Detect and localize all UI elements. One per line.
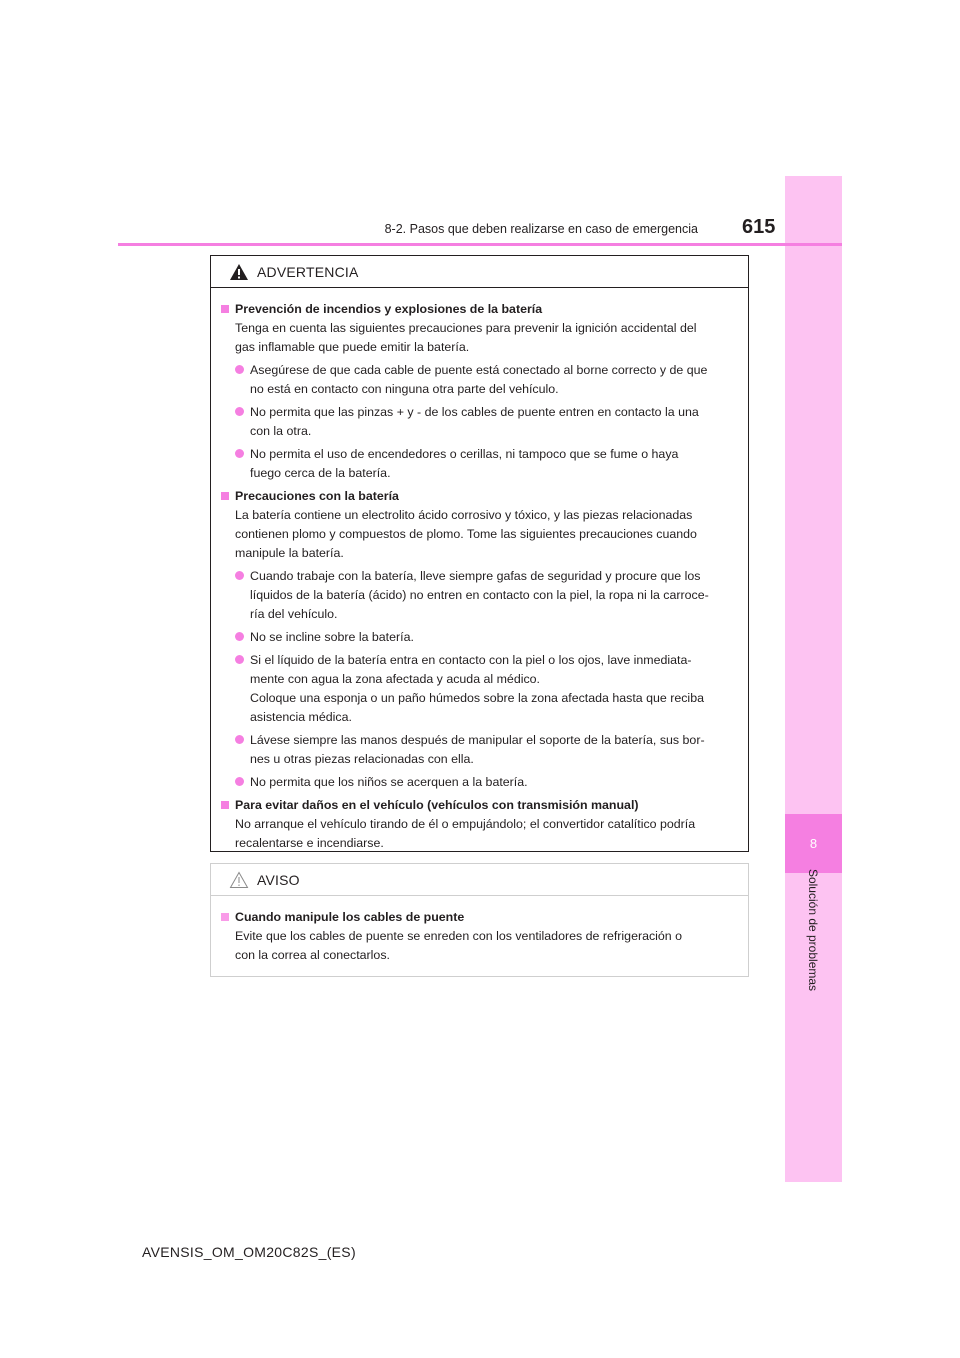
list-item [219,403,742,441]
list-item-line: no está en contacto con ninguna otra parte del vehículo. [250,382,559,396]
section-heading [219,487,742,506]
list-item [219,361,742,399]
list-item-line: No permita que las pinzas + y - de los cables de puente entren en contacto la una [250,405,699,419]
circle-bullet-icon [235,655,244,664]
paragraph-line: Tenga en cuenta las siguientes precauciones para prevenir la ignición accidental del [235,321,697,335]
list-item [219,651,742,727]
list-item [219,628,742,647]
circle-bullet-icon [235,449,244,458]
warning-content [211,288,748,853]
notice-content [211,896,748,965]
section-paragraph [219,319,742,357]
list-item-line: asistencia médica. [250,710,352,724]
paragraph-line: manipule la batería. [235,546,344,560]
warning-triangle-icon [229,263,249,281]
warning-title: ADVERTENCIA [257,263,359,280]
square-bullet-icon [221,492,229,500]
section-heading-text: Para evitar daños en el vehículo (vehículos con transmisión manual) [235,798,639,812]
list-item-text [250,361,742,399]
list-item-line: mente con agua la zona afectada y acuda al médico. [250,672,540,686]
list-item [219,773,742,792]
list-item-text [250,403,742,441]
paragraph-line: gas inflamable que puede emitir la batería. [235,340,470,354]
list-item-line: Coloque una esponja o un paño húmedos sobre la zona afectada hasta que reciba [250,691,704,705]
square-bullet-icon [221,801,229,809]
section-heading [219,796,742,815]
list-item-text [250,628,742,647]
header-section-title: 8-2. Pasos que deben realizarse en caso de emergencia [384,222,698,236]
list-item-text [250,445,742,483]
list-item-line: Asegúrese de que cada cable de puente está conectado al borne correcto y de que [250,363,708,377]
page-number: 615 [742,216,776,238]
list-item-line: No permita que los niños se acerquen a la batería. [250,775,528,789]
section-heading-text: Cuando manipule los cables de puente [235,910,465,924]
caution-triangle-icon [229,871,249,889]
list-item [219,445,742,483]
circle-bullet-icon [235,632,244,641]
warning-box [210,255,749,852]
list-item-line: Si el líquido de la batería entra en contacto con la piel o los ojos, lave inmediata- [250,653,692,667]
section-heading [219,300,742,319]
header-rule [118,243,842,246]
section-heading-text: Precauciones con la batería [235,489,399,503]
list-item-line: No permita el uso de encendedores o cerillas, ni tampoco que se fume o haya [250,447,679,461]
list-item-line: ría del vehículo. [250,607,338,621]
circle-bullet-icon [235,735,244,744]
list-item-line: No se incline sobre la batería. [250,630,414,644]
circle-bullet-icon [235,777,244,786]
list-item-line: fuego cerca de la batería. [250,466,391,480]
chapter-side-tab [785,176,842,1182]
list-item-line: con la otra. [250,424,312,438]
paragraph-line: No arranque el vehículo tirando de él o empujándolo; el convertidor catalítico podría [235,817,696,831]
notice-box [210,863,749,977]
paragraph-line: recalentarse e incendiarse. [235,836,384,850]
paragraph-line: contienen plomo y compuestos de plomo. Tome las siguientes precauciones cuando [235,527,697,541]
list-item-line: Cuando trabaje con la batería, lleve siempre gafas de seguridad y procure que los [250,569,701,583]
circle-bullet-icon [235,365,244,374]
list-item-line: líquidos de la batería (ácido) no entren en contacto con la piel, la ropa ni la carroce- [250,588,709,602]
paragraph-line: Evite que los cables de puente se enreden con los ventiladores de refrigeración o [235,929,683,943]
list-item [219,567,742,624]
square-bullet-icon [221,913,229,921]
list-item-text [250,567,742,624]
paragraph-line: La batería contiene un electrolito ácido corrosivo y tóxico, y las piezas relacionadas [235,508,693,522]
square-bullet-icon [221,305,229,313]
list-item-text [250,731,742,769]
section-heading-text: Prevención de incendios y explosiones de la batería [235,302,543,316]
list-item [219,731,742,769]
circle-bullet-icon [235,407,244,416]
list-item-line: Lávese siempre las manos después de manipular el soporte de la batería, sus bor- [250,733,705,747]
section-paragraph [219,506,742,563]
notice-header [211,864,748,896]
section-heading [219,908,742,927]
warning-header [211,256,748,288]
chapter-number: 8 [809,836,818,851]
document-code: AVENSIS_OM_OM20C82S_(ES) [142,1244,356,1260]
list-item-line: nes u otras piezas relacionadas con ella. [250,752,474,766]
paragraph-line: con la correa al conectarlos. [235,948,390,962]
notice-title: AVISO [257,871,300,888]
list-item-text [250,651,742,727]
section-paragraph [219,815,742,853]
circle-bullet-icon [235,571,244,580]
list-item-text [250,773,742,792]
section-paragraph [219,927,742,965]
